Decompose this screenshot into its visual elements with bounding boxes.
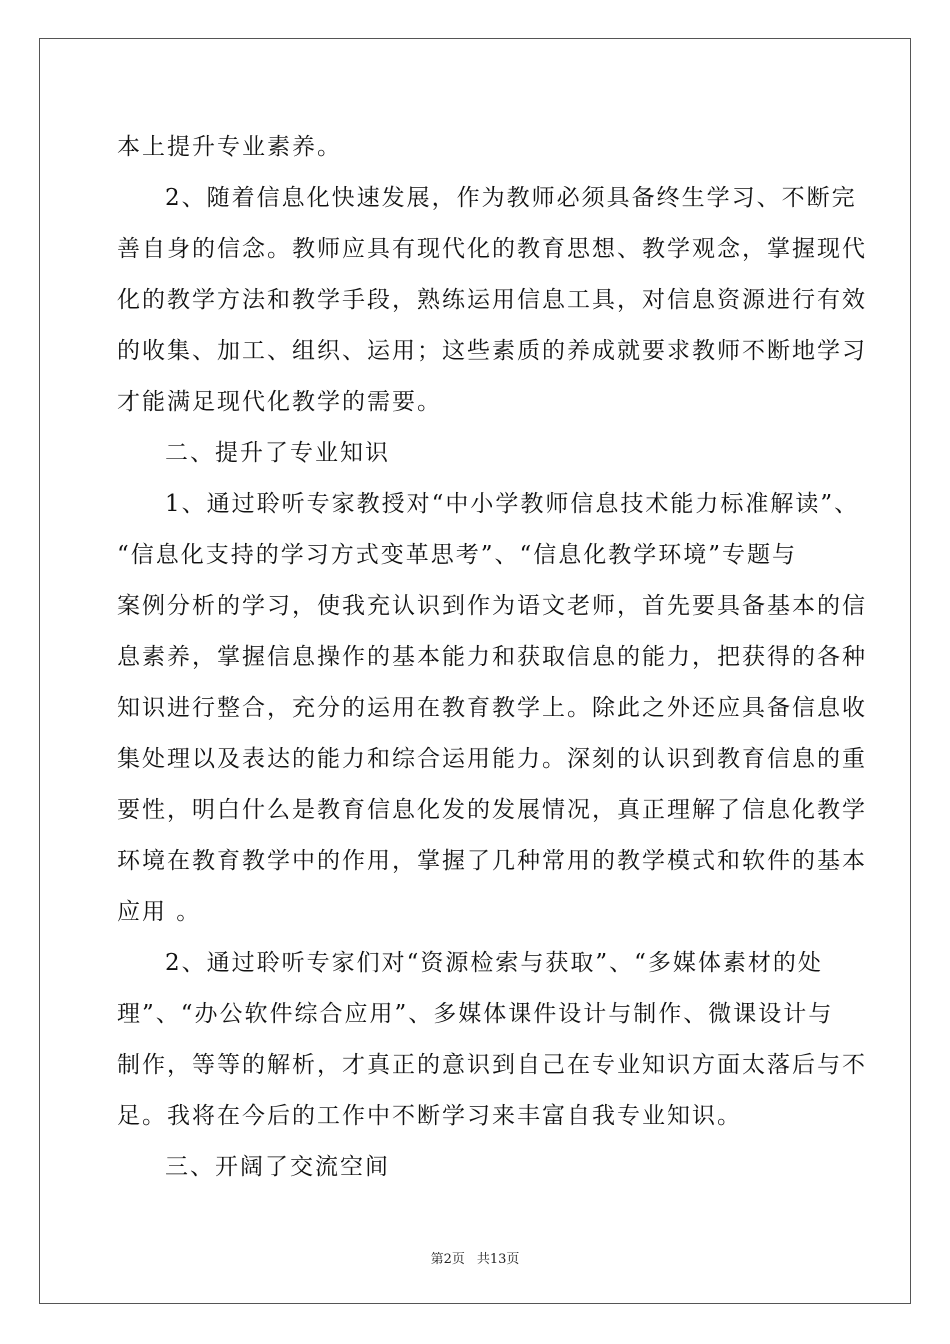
text-line: 足。我将在今后的工作中不断学习来丰富自我专业知识。 — [117, 1103, 742, 1129]
page-number: 第2页 — [430, 1252, 465, 1267]
text-line: 息素养，掌握信息操作的基本能力和获取信息的能力，把获得的各种 — [117, 644, 867, 670]
text-line: 理”、“办公软件综合应用”、多媒体课件设计与制作、微课设计与 — [117, 1001, 834, 1027]
text-line: 2、随着信息化快速发展，作为教师必须具备终生学习、不断完 — [165, 185, 857, 211]
text-line: 应用 。 — [117, 899, 202, 925]
text-line: 2、通过聆听专家们对“资源检索与获取”、“多媒体素材的处 — [165, 950, 823, 976]
text-line: 集处理以及表达的能力和综合运用能力。深刻的认识到教育信息的重 — [117, 746, 867, 772]
text-line: 才能满足现代化教学的需要。 — [117, 389, 442, 415]
section-heading: 二、提升了专业知识 — [165, 440, 390, 466]
text-line: 化的教学方法和教学手段，熟练运用信息工具，对信息资源进行有效 — [117, 287, 867, 313]
text-line: 本上提升专业素养。 — [117, 134, 342, 160]
text-line: 案例分析的学习，使我充认识到作为语文老师，首先要具备基本的信 — [117, 593, 867, 619]
text-line: 知识进行整合，充分的运用在教育教学上。除此之外还应具备信息收 — [117, 695, 867, 721]
page-footer — [0, 1248, 950, 1267]
text-line: 要性，明白什么是教育信息化发的发展情况，真正理解了信息化教学 — [117, 797, 867, 823]
document-body — [117, 122, 867, 1193]
text-line: 善自身的信念。教师应具有现代化的教育思想、教学观念，掌握现代 — [117, 236, 867, 262]
text-line: 制作，等等的解析，才真正的意识到自己在专业知识方面太落后与不 — [117, 1052, 867, 1078]
page-total: 共13页 — [476, 1252, 520, 1267]
text-line: 1、通过聆听专家教授对“中小学教师信息技术能力标准解读”、 — [165, 491, 860, 517]
text-line: 的收集、加工、组织、运用；这些素质的养成就要求教师不断地学习 — [117, 338, 867, 364]
text-line: 环境在教育教学中的作用，掌握了几种常用的教学模式和软件的基本 — [117, 848, 867, 874]
text-line: “信息化支持的学习方式变革思考”、“信息化教学环境”专题与 — [117, 542, 798, 568]
section-heading: 三、开阔了交流空间 — [165, 1154, 390, 1180]
